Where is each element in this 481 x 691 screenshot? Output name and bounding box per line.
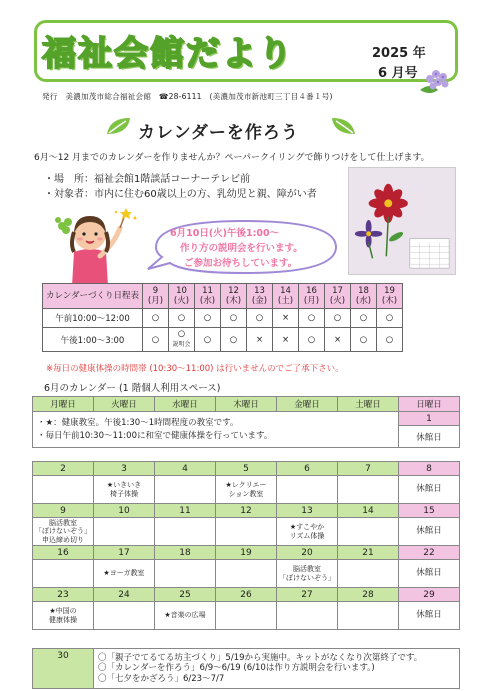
calendar-day-number: 29 bbox=[399, 588, 460, 602]
calendar-day-number: 4 bbox=[155, 462, 216, 476]
calendar-day-event bbox=[277, 476, 338, 504]
calendar-craft-photo bbox=[348, 167, 456, 275]
calendar-day-event: ★いきいき 椅子体操 bbox=[94, 476, 155, 504]
week-0-number-row bbox=[33, 412, 460, 426]
schedule-cell: ○ bbox=[325, 309, 351, 328]
calendar-day-event: 休館日 bbox=[399, 602, 460, 630]
calendar-day-number: 20 bbox=[277, 546, 338, 560]
schedule-day: 9 (月) bbox=[143, 284, 169, 309]
weekday-header: 月曜日 bbox=[33, 397, 94, 412]
week-body-row bbox=[33, 602, 460, 630]
weekday-header: 火曜日 bbox=[94, 397, 155, 412]
bubble-line-3: ご参加お待ちしています。 bbox=[184, 258, 298, 269]
issue-label: 6 月号 bbox=[378, 66, 418, 81]
calendar-day-number: 15 bbox=[399, 504, 460, 518]
event-notice: 〇「七夕をかざろう」6/23～7/7 bbox=[98, 673, 225, 684]
calendar-day-event: 休館日 bbox=[399, 560, 460, 588]
schedule-day: 13 (金) bbox=[247, 284, 273, 309]
schedule-cell: ○ bbox=[195, 328, 221, 352]
schedule-cell: ○ bbox=[377, 328, 403, 352]
leaf-icon bbox=[104, 114, 134, 138]
schedule-day: 12 (木) bbox=[221, 284, 247, 309]
exercise-time-note: ※毎日の健康体操の時間帯 (10:30～11:00) は行いませんのでご了承下さい。 bbox=[46, 364, 344, 374]
calendar-day-number: 12 bbox=[216, 504, 277, 518]
calendar-weeks bbox=[32, 461, 460, 630]
calendar-day-event: ★レクリエー ション教室 bbox=[216, 476, 277, 504]
schedule-day: 11 (水) bbox=[195, 284, 221, 309]
calendar-day-number: 22 bbox=[399, 546, 460, 560]
calendar-day-number: 6 bbox=[277, 462, 338, 476]
week-number-row bbox=[33, 588, 460, 602]
week-number-row bbox=[33, 504, 460, 518]
weekday-header: 水曜日 bbox=[155, 397, 216, 412]
calendar-day-event bbox=[338, 476, 399, 504]
calendar-day-event: 休館日 bbox=[399, 426, 460, 448]
schedule-cell: ○ bbox=[169, 309, 195, 328]
schedule-cell: ○ bbox=[221, 309, 247, 328]
girl-with-wand-icon bbox=[52, 206, 142, 286]
calendar-note-line: ・★：健康教室。午後1:30～1時間程度の教室です。 bbox=[37, 418, 239, 429]
calendar-day-event: ★ヨーガ教室 bbox=[94, 560, 155, 588]
calendar-day-number: 10 bbox=[94, 504, 155, 518]
calendar-notes bbox=[33, 412, 399, 448]
calendar-day-number: 21 bbox=[338, 546, 399, 560]
calendar-day-event bbox=[338, 518, 399, 546]
section-title: カレンダーを作ろう bbox=[138, 123, 299, 143]
schedule-day: 17 (火) bbox=[325, 284, 351, 309]
schedule-cell: ○ bbox=[299, 328, 325, 352]
schedule-cell: ○ bbox=[143, 309, 169, 328]
schedule-cell: ○ bbox=[221, 328, 247, 352]
week-5-row bbox=[33, 649, 460, 689]
briefing-label: 説明会 bbox=[172, 340, 191, 348]
calendar-caption: 6月のカレンダー (1 階個人利用スペース) bbox=[44, 383, 221, 394]
june-calendar bbox=[32, 396, 460, 448]
schedule-header-label: カレンダーづくり日程表 bbox=[43, 284, 143, 309]
calendar-day-event bbox=[33, 476, 94, 504]
year-label: 2025 年 bbox=[372, 46, 426, 61]
calendar-day-event: ★すこやか リズム体操 bbox=[277, 518, 338, 546]
schedule-cell: × bbox=[273, 309, 299, 328]
calendar-day-number: 18 bbox=[155, 546, 216, 560]
calendar-day-event bbox=[94, 518, 155, 546]
weekday-header: 日曜日 bbox=[399, 397, 460, 412]
calendar-day-number: 19 bbox=[216, 546, 277, 560]
calendar-day-number: 5 bbox=[216, 462, 277, 476]
calendar-day-event bbox=[338, 560, 399, 588]
calendar-day-number: 25 bbox=[155, 588, 216, 602]
week-body-row bbox=[33, 518, 460, 546]
calendar-day-event bbox=[155, 560, 216, 588]
calendar-day-event: 休館日 bbox=[399, 518, 460, 546]
calendar-final-row bbox=[32, 648, 460, 689]
calendar-day-event: ★音楽の広場 bbox=[155, 602, 216, 630]
weekday-header-row bbox=[33, 397, 460, 412]
calendar-day-number: 9 bbox=[33, 504, 94, 518]
calendar-day-number: 27 bbox=[277, 588, 338, 602]
week-body-row bbox=[33, 560, 460, 588]
schedule-cell: ○ bbox=[299, 309, 325, 328]
bubble-line-1: 6月10日(火)午後1:00～ bbox=[170, 228, 280, 239]
calendar-day-event bbox=[216, 602, 277, 630]
week-body-row bbox=[33, 476, 460, 504]
schedule-day: 10 (火) bbox=[169, 284, 195, 309]
calendar-day-event: 休館日 bbox=[399, 476, 460, 504]
schedule-cell: ○ 説明会 bbox=[169, 328, 195, 352]
schedule-row-label: 午後1:00～3:00 bbox=[43, 328, 143, 352]
target-text: ・対象者：市内に住む60歳以上の方、乳幼児と親、障がい者 bbox=[44, 189, 317, 200]
calendar-note-line: ・毎日午前10:30～11:00に和室で健康体操を行っています。 bbox=[37, 430, 273, 441]
weekday-header: 土曜日 bbox=[338, 397, 399, 412]
schedule-cell: × bbox=[273, 328, 299, 352]
bubble-line-2: 作り方の説明会を行います。 bbox=[180, 243, 303, 254]
calendar-day-event bbox=[216, 518, 277, 546]
schedule-day: 18 (水) bbox=[351, 284, 377, 309]
calendar-day-number: 1 bbox=[399, 412, 460, 426]
calendar-day-event bbox=[277, 602, 338, 630]
calendar-day-number: 14 bbox=[338, 504, 399, 518]
schedule-cell: × bbox=[325, 328, 351, 352]
schedule-day: 16 (月) bbox=[299, 284, 325, 309]
calendar-day-number: 17 bbox=[94, 546, 155, 560]
schedule-cell: ○ bbox=[351, 309, 377, 328]
event-notice: 〇「カレンダーを作ろう」6/9～6/19 (6/10は作り方説明会を行います。) bbox=[98, 663, 375, 674]
calendar-day-number: 16 bbox=[33, 546, 94, 560]
calendar-day-event bbox=[94, 602, 155, 630]
calendar-day-number: 3 bbox=[94, 462, 155, 476]
hydrangea-icon bbox=[416, 60, 456, 100]
calendar-day-number: 30 bbox=[33, 649, 94, 689]
calendar-day-number: 23 bbox=[33, 588, 94, 602]
weekday-header: 金曜日 bbox=[277, 397, 338, 412]
schedule-table bbox=[42, 283, 403, 352]
schedule-cell: × bbox=[247, 328, 273, 352]
calendar-day-number: 13 bbox=[277, 504, 338, 518]
schedule-row-afternoon bbox=[43, 328, 403, 352]
schedule-cell: ○ bbox=[247, 309, 273, 328]
calendar-day-event bbox=[155, 518, 216, 546]
schedule-day: 14 (土) bbox=[273, 284, 299, 309]
schedule-cell: ○ bbox=[377, 309, 403, 328]
place-text: ・場 所：福祉会館1階談話コーナーテレビ前 bbox=[44, 174, 251, 185]
schedule-cell: ○ bbox=[143, 328, 169, 352]
schedule-day: 19 (木) bbox=[377, 284, 403, 309]
event-notice: 〇「親子でてるてる坊主づくり」5/19から実施中。キットがなくなり次第終了です。 bbox=[98, 652, 423, 663]
calendar-day-number: 2 bbox=[33, 462, 94, 476]
calendar-day-event bbox=[216, 560, 277, 588]
calendar-day-number: 7 bbox=[338, 462, 399, 476]
calendar-day-event bbox=[33, 560, 94, 588]
schedule-header-row bbox=[43, 284, 403, 309]
publisher-info: 発行 美濃加茂市総合福祉会館 ☎28-6111 (美濃加茂市新池町三丁目４番１号) bbox=[42, 92, 333, 101]
calendar-day-number: 26 bbox=[216, 588, 277, 602]
schedule-row-morning bbox=[43, 309, 403, 328]
intro-text: 6月～12 月までのカレンダーを作りませんか？ペーパークイリングで飾りつけをして仕上げます。 bbox=[34, 153, 430, 163]
newsletter-title: 福祉会館だより bbox=[42, 34, 294, 74]
schedule-cell: ○ bbox=[351, 328, 377, 352]
calendar-day-number: 28 bbox=[338, 588, 399, 602]
week-number-row bbox=[33, 462, 460, 476]
calendar-day-number: 11 bbox=[155, 504, 216, 518]
schedule-row-label: 午前10:00～12:00 bbox=[43, 309, 143, 328]
calendar-day-event bbox=[338, 602, 399, 630]
calendar-day-event: 脳活教室 「ぼけないぞう」 bbox=[277, 560, 338, 588]
calendar-day-number: 24 bbox=[94, 588, 155, 602]
schedule-cell: ○ bbox=[195, 309, 221, 328]
weekday-header: 木曜日 bbox=[216, 397, 277, 412]
calendar-day-event bbox=[155, 476, 216, 504]
calendar-day-event: 脳活教室 「ぼけないぞう」 申込締め切り bbox=[33, 518, 94, 546]
calendar-day-event: ★中国の 健康体操 bbox=[33, 602, 94, 630]
event-notices bbox=[94, 649, 460, 689]
leaf-icon bbox=[328, 114, 358, 138]
week-number-row bbox=[33, 546, 460, 560]
calendar-day-number: 8 bbox=[399, 462, 460, 476]
